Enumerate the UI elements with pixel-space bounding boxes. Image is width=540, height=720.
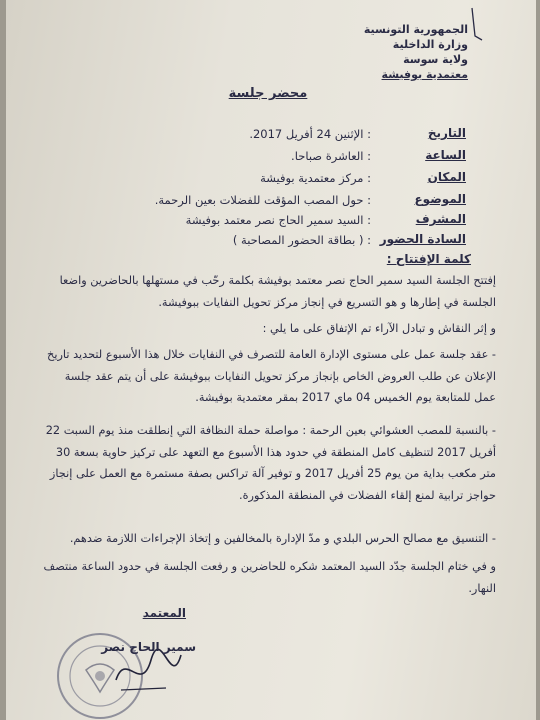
field-place (76, 170, 466, 188)
field-value: : مركز معتمدية بوفيشة (260, 171, 371, 185)
letterhead-line: الجمهورية التونسية (363, 23, 468, 36)
field-label: الساعة (425, 148, 466, 162)
field-label: الموضوع (414, 192, 466, 206)
opening-heading: كلمة الإفتتاح : (386, 252, 471, 266)
field-subject (76, 192, 466, 210)
field-label: التاريخ (427, 126, 466, 140)
paragraph: - التنسيق مع مصالح الحرس البلدي و مدّ الإدارة بالمخالفين و إتخاذ الإجراءات اللازمة ضدهم. (69, 532, 496, 545)
signature-title: المعتمد (142, 606, 186, 620)
signature-name: سمير الحاج نصر (101, 640, 196, 654)
letterhead-line: معتمدية بوفيشة (381, 68, 468, 81)
field-value: : السيد سمير الحاج نصر معتمد بوفيشة (185, 213, 371, 227)
paragraph: - بالنسبة للمصب العشوائي بعين الرحمة : مواصلة حملة النظافة التي إنطلقت منذ يوم السبت 22 أفريل 2017 لتنظيف كامل المنطقة في حدود هذا الأسبوع مع التعهد على تركيز حاوية بسعة 30 متر مكعب بداية من يوم 25 أفريل 2017 و توفير آلة تراكس بصفة مستمرة مع العمل على إنجاز حواجز ترابية لمنع إلقاء الفضلات في المنطقة المذكورة. (45, 424, 496, 502)
field-label: المشرف (415, 212, 466, 226)
paragraph: - عقد جلسة عمل على مستوى الإدارة العامة للتصرف في النفايات خلال هذا الأسبوع لتحديد تاريخ الإعلان عن طلب العروض الخاص بإنجاز مركز تحويل النفايات ببوفيشة على أن يتم عقد جلسة عمل للمتابعة يوم الخميس 04 ماي 2017 بمقر معتمدية بوفيشة. (47, 348, 496, 404)
paragraph: إفتتح الجلسة السيد سمير الحاج نصر معتمد بوفيشة بكلمة رحّب في مستهلها بالحاضرين واضعا الجلسة في إطارها و هو التسريع في إنجاز مركز تحويل النفايات ببوفيشة. (59, 274, 496, 309)
field-value: : ( بطاقة الحضور المصاحبة ) (232, 233, 371, 247)
field-supervisor (76, 212, 466, 230)
document-page (6, 0, 536, 720)
corner-pen-mark (466, 6, 486, 46)
field-value: : العاشرة صباحا. (291, 149, 371, 163)
field-label: السادة الحضور (379, 232, 466, 246)
field-value: : الإثنين 24 أفريل 2017. (249, 127, 371, 141)
paragraph: و في ختام الجلسة جدّد السيد المعتمد شكره للحاضرين و رفعت الجلسة في حدود الساعة منتصف النهار. (43, 560, 496, 595)
field-attendees (76, 232, 466, 250)
field-value: : حول المصب المؤقت للفضلات بعين الرحمة. (154, 193, 371, 207)
field-date (76, 126, 466, 144)
field-time (76, 148, 466, 166)
letterhead-line: وزارة الداخلية (392, 38, 468, 51)
field-label: المكان (427, 170, 466, 184)
letterhead (298, 22, 468, 82)
document-title: محضر جلسة (228, 86, 308, 101)
letterhead-line: ولاية سوسة (403, 53, 468, 66)
paragraph: و إثر النقاش و تبادل الآراء تم الإتفاق على ما يلي : (262, 322, 496, 335)
